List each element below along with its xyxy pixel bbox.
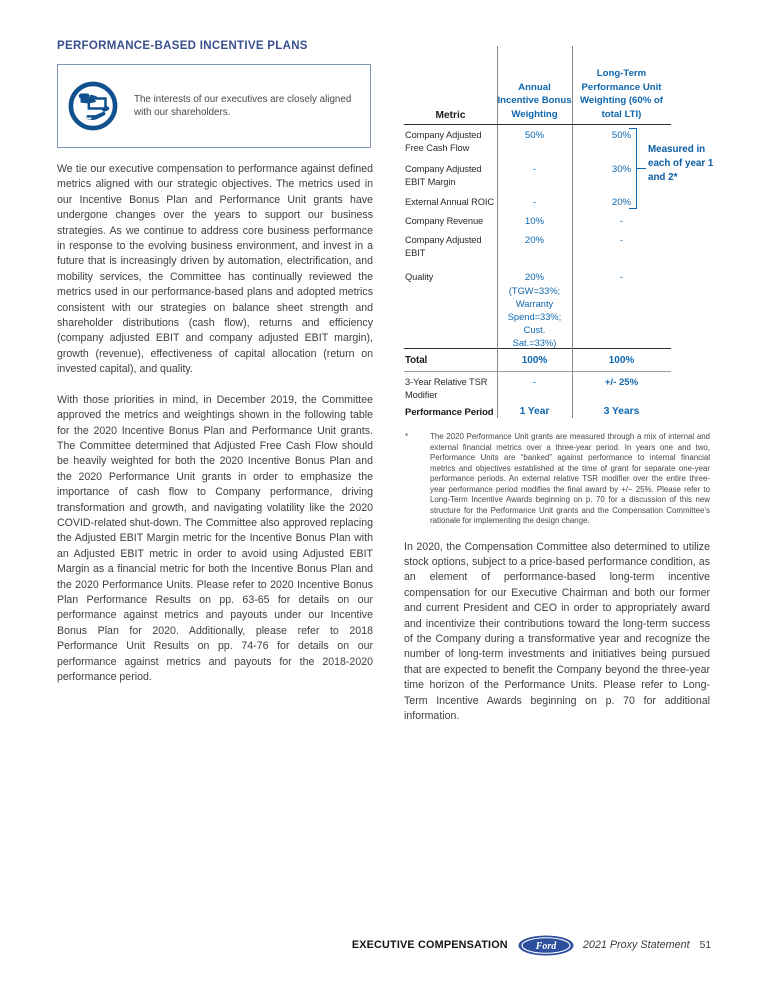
paragraph: We tie our executive compensation to performance against defined metrics aligned with our strategic objectives. The metrics used in our Incentive Bonus Plan and Performance Unit grants have undergone changes over the years to support our business strategies. As we continue to address core business performance in response to the evolving business environment, and invest in a future that is increasingly driven by automation, electrification, and mobility services, the Committee has continually reviewed the metrics used in our performance-based plans and adopted metrics consistent with our strategies on balance sheet strength and shareholder distributions (cash flow), returns and efficiency (company adjusted EBIT and company adjusted EBIT margin), growth (revenue), effectiveness of capital allocation (return on invested capital), and quality. bbox=[57, 163, 373, 376]
tsr-label: 3-Year Relative TSR Modifier bbox=[405, 377, 488, 400]
lt-weighting: - bbox=[619, 235, 624, 246]
metrics-table bbox=[404, 46, 714, 421]
tsr-annual: - bbox=[532, 377, 537, 388]
hands-exchange-icon bbox=[68, 81, 118, 131]
metric-name: External Annual ROIC bbox=[405, 197, 494, 207]
annual-weighting bbox=[497, 267, 572, 350]
total-lt: 100% bbox=[608, 355, 635, 366]
ford-logo-text: Ford bbox=[535, 940, 557, 952]
performance-period-row bbox=[404, 402, 671, 421]
lt-weighting: 50% bbox=[611, 130, 632, 141]
column-header: Long-Term Performance Unit Weighting (60% of total LTI) bbox=[580, 68, 663, 120]
total-annual: 100% bbox=[521, 355, 548, 366]
page-footer bbox=[352, 933, 711, 957]
table-row bbox=[404, 211, 671, 230]
footer-statement: 2021 Proxy Statement bbox=[582, 939, 690, 951]
column-header: Annual Incentive Bonus Weighting bbox=[497, 81, 572, 120]
quality-weighting-value: 20% bbox=[524, 272, 545, 283]
footnote-text: The 2020 Performance Unit grants are measured through a mix of internal and external financial metrics over a three-year period. In years one and two, Performance Units are “banked” against performance to internal financial metrics and objectives established at the time of grant for separate one-year performance periods. An external relative TSR modifier over the entire three-year performance period modifies the final award by +/− 25%. Please refer to Long-Term Incentive Awards beginning on p. 70 for a discussion of this new structure for the Performance Unit grants and the Compensation Committee’s rationale for implementing the design change. bbox=[430, 432, 710, 525]
table-row bbox=[404, 230, 671, 267]
paragraph: With those priorities in mind, in December 2019, the Committee approved the metrics and weightings shown in the following table for the 2020 Incentive Bonus Plan and Performance Unit grants. The Committee determined that Adjusted Free Cash Flow should be heavily weighted for both the 2020 Incentive Bonus Plan and the 2020 Performance Unit grants in order to emphasize the importance of cash flow to Company performance, driving transformation and growth, and navigating volatility like the 2020 COVID-related shut-down. The Committee also approved replacing the Adjusted EBIT Margin metric for the Incentive Bonus Plan with an Adjusted EBIT metric in order to avoid using Adjusted EBIT Margin as a financial metric for both the Incentive Bonus Plan and the 2020 Performance Units. Please refer to 2020 Incentive Bonus Plan Performance Results on pp. 63-65 for details on our performance against metrics and payouts under our Incentive Bonus Plan for 2020. Additionally, please refer to 2018 Performance Unit Results on pp. 74-76 for details on our performance against metrics and payouts for the 2018-2020 performance period. bbox=[57, 393, 373, 683]
page-number: 51 bbox=[699, 939, 711, 951]
annual-weighting: 10% bbox=[524, 216, 545, 227]
footnote bbox=[404, 432, 710, 527]
period-annual: 1 Year bbox=[519, 406, 550, 417]
section-title: PERFORMANCE-BASED INCENTIVE PLANS bbox=[57, 40, 308, 52]
table-header-row bbox=[404, 46, 671, 125]
metric-name: Company Adjusted EBIT bbox=[405, 235, 482, 258]
lt-weighting: 20% bbox=[611, 197, 632, 208]
tsr-lt: +/- 25% bbox=[604, 377, 639, 388]
quality-weighting-detail: (TGW=33%; Warranty Spend=33%; Cust. Sat.=33%) bbox=[507, 286, 562, 348]
column-header: Metric bbox=[435, 110, 466, 121]
tsr-modifier-row bbox=[404, 372, 671, 402]
metric-name: Company Adjusted Free Cash Flow bbox=[405, 130, 482, 153]
measurement-note: Measured in each of year 1 and 2* bbox=[648, 144, 714, 183]
callout-box bbox=[57, 64, 371, 148]
annual-weighting: 20% bbox=[524, 235, 545, 246]
annual-weighting: 50% bbox=[524, 130, 545, 141]
period-label: Performance Period bbox=[405, 407, 494, 418]
lt-weighting: 30% bbox=[611, 164, 632, 175]
paragraph: In 2020, the Compensation Committee also determined to utilize stock options, subject to a price-based performance condition, as an element of performance-based long-term incentive compensation for our Executive Chairman and both our former and current President and CEO in order to appropriately award and incentivize their contributions toward the long-term success of the Company during a transformative year and recognize the number of long-term investments and initiatives being pursued that are expected to benefit the Company beyond the three-year time horizon of the Performance Units. Please refer to Long-Term Incentive Awards beginning on p. 70 for additional information. bbox=[404, 540, 710, 722]
metric-name: Quality bbox=[405, 272, 434, 282]
period-lt: 3 Years bbox=[603, 406, 640, 417]
annual-weighting: - bbox=[532, 197, 537, 208]
footer-section-label: EXECUTIVE COMPENSATION bbox=[351, 939, 508, 951]
table-row bbox=[404, 267, 671, 348]
callout-text: The interests of our executives are closely aligned with our shareholders. bbox=[134, 93, 352, 118]
ford-logo bbox=[518, 935, 574, 956]
left-column bbox=[57, 40, 373, 700]
footnote-marker: * bbox=[405, 432, 409, 441]
total-row bbox=[404, 349, 671, 371]
metric-name: Company Revenue bbox=[405, 216, 484, 226]
measurement-bracket-tick bbox=[637, 168, 646, 169]
measurement-bracket bbox=[629, 128, 637, 209]
lt-weighting: - bbox=[619, 272, 624, 283]
annual-weighting: - bbox=[532, 164, 537, 175]
right-column bbox=[404, 46, 714, 739]
metric-name: Company Adjusted EBIT Margin bbox=[405, 164, 482, 187]
lt-weighting: - bbox=[619, 216, 624, 227]
total-label: Total bbox=[405, 355, 428, 366]
